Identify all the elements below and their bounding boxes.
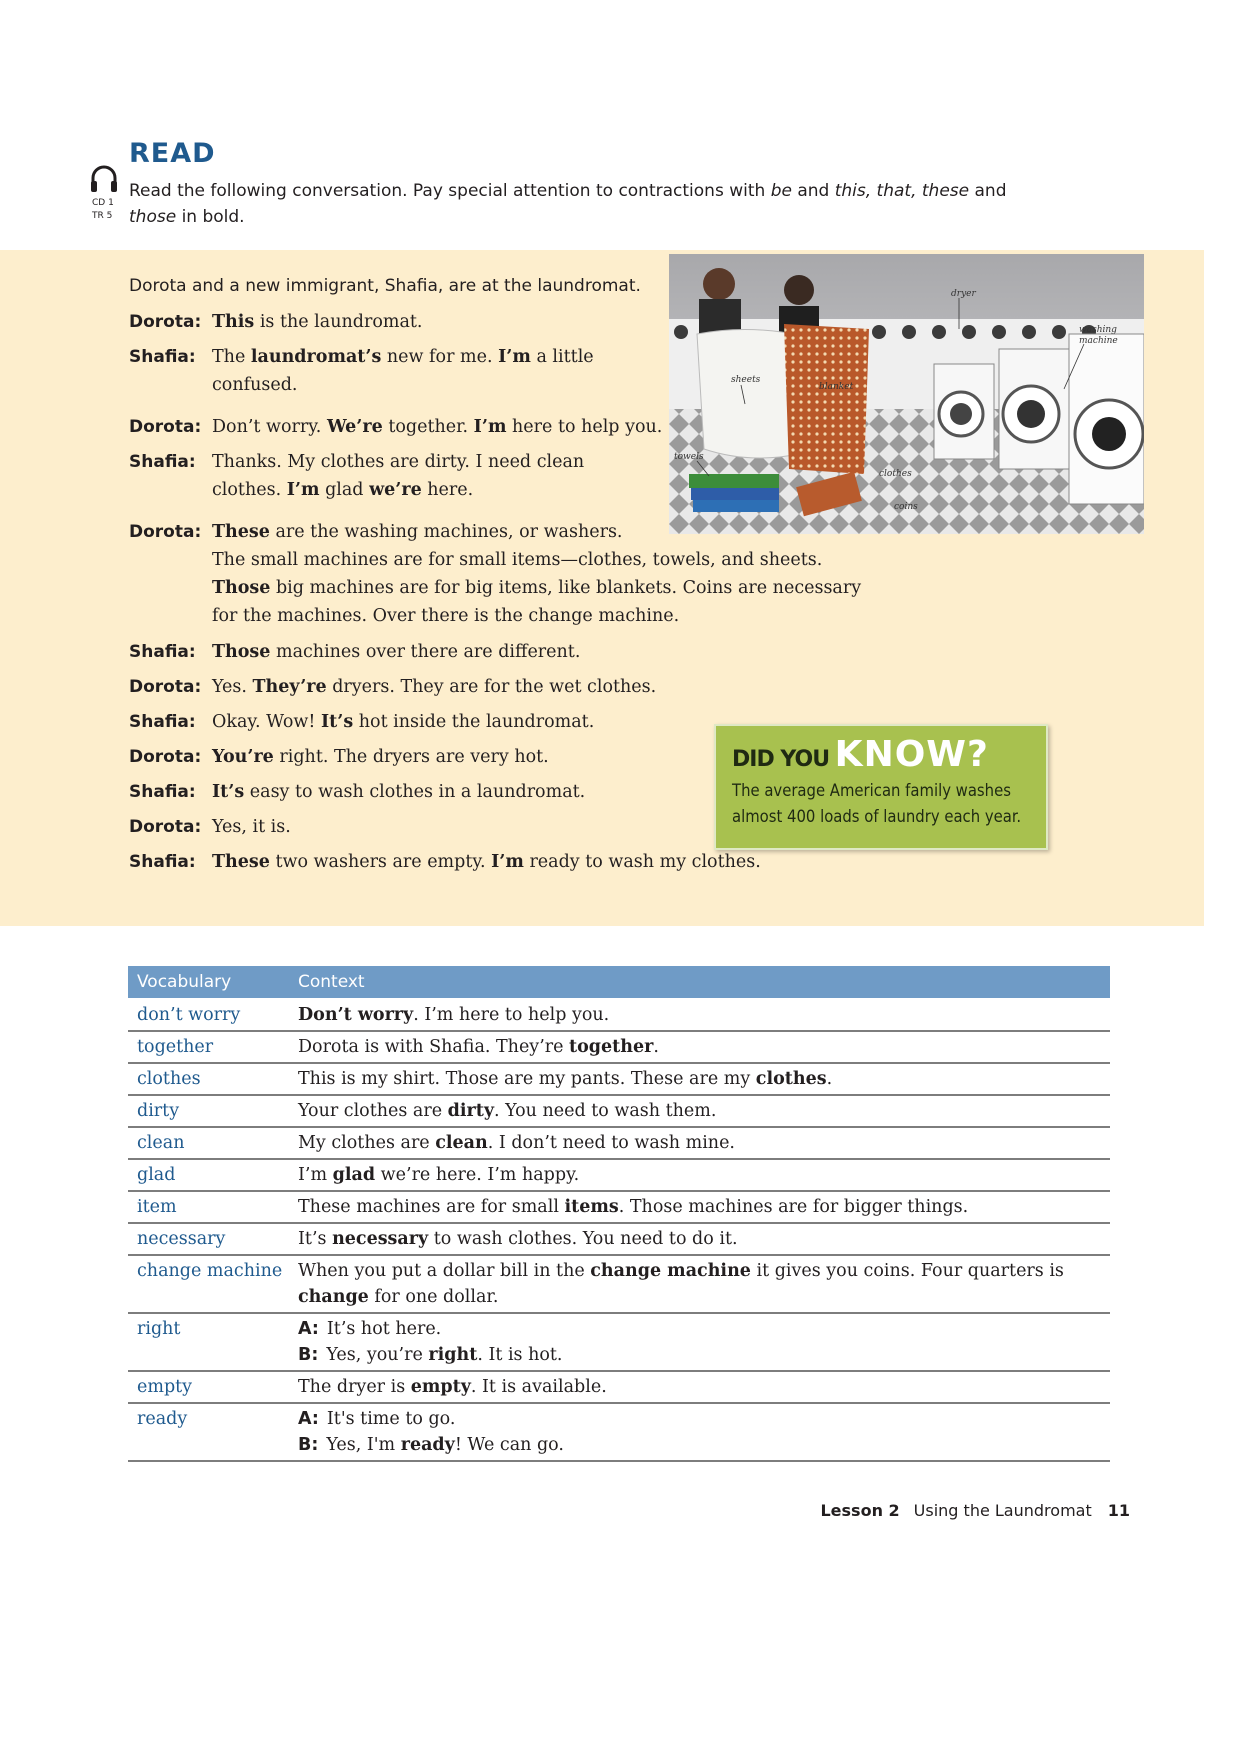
context-sentence: When you put a dollar bill in the change machine it gives you coins. Four quarters is change for one dollar. [289,1255,1110,1313]
vocabulary-column-header: Vocabulary [128,966,289,999]
speech-text: These are the washing machines, or washers. The small machines are for small items—clothes, towels, and sheets. Those big machines are for big items, like blankets. Coins are necessary for the machines. Over there is the change machine. [212,522,862,626]
table-row [128,1313,1110,1371]
vocabulary-word: right [128,1313,289,1371]
speaker-name: Dorota: [129,677,202,697]
instructions [129,178,1009,230]
table-row [128,1127,1110,1159]
table-row [128,1063,1110,1095]
page-footer [820,1501,1130,1520]
instructions-part: and [969,181,1007,201]
speech-text: These two washers are empty. I’m ready to wash my clothes. [212,852,761,872]
know-label: KNOW? [834,734,989,775]
speech-text: You’re right. The dryers are very hot. [212,747,549,767]
instructions-part: Read the following conversation. Pay special attention to contractions with [129,181,771,201]
lesson-title: Using the Laundromat [913,1501,1092,1520]
section-title: READ [129,138,216,169]
vocabulary-word: change machine [128,1255,289,1313]
speaker-name: Dorota: [129,417,202,437]
context-sentence: Dorota is with Shafia. They’re together. [289,1031,1110,1063]
vocabulary-word: together [128,1031,289,1063]
headphones-icon [88,163,120,195]
coins-label: coins [894,502,918,512]
laundromat-photo [669,254,1144,534]
table-row [128,1191,1110,1223]
context-sentence: These machines are for small items. Those machines are for bigger things. [289,1191,1110,1223]
instructions-part: in bold. [176,207,245,227]
context-sentence: My clothes are clean. I don’t need to wash mine. [289,1127,1110,1159]
speaker-name: Shafia: [129,852,196,872]
vocabulary-rows [128,999,1110,1461]
speaker-name: Dorota: [129,522,202,542]
audio-track-label [92,197,114,223]
speaker-name: Shafia: [129,347,196,367]
did-you-know-box [714,724,1048,850]
speaker-name: Shafia: [129,452,196,472]
speech-text: Those machines over there are different. [212,642,581,662]
table-row [128,1159,1110,1191]
speech-text: Don’t worry. We’re together. I’m here to help you. [212,417,663,437]
speech-text: Yes. They’re dryers. They are for the wet clothes. [212,677,657,697]
clothes-label: clothes [879,469,912,479]
vocabulary-word: necessary [128,1223,289,1255]
table-row [128,1255,1110,1313]
context-sentence: I’m glad we’re here. I’m happy. [289,1159,1110,1191]
page-number: 11 [1107,1501,1130,1520]
instructions-part: be [770,181,792,201]
speaker-name: Shafia: [129,782,196,802]
track-number: TR 5 [92,211,113,221]
vocabulary-word: clothes [128,1063,289,1095]
washing-machine-label-line1: washing [1079,325,1117,335]
table-row [128,1223,1110,1255]
table-row [128,1031,1110,1063]
instructions-part: those [129,207,177,227]
vocabulary-word: glad [128,1159,289,1191]
speech-text: The laundromat’s new for me. I’m a little confused. [212,347,594,395]
context-sentence: It’s necessary to wash clothes. You need to do it. [289,1223,1110,1255]
speaker-name: Dorota: [129,312,202,332]
vocabulary-word: ready [128,1403,289,1461]
did-you-label: DID YOU [732,747,830,772]
speech-text: It’s easy to wash clothes in a laundromat. [212,782,586,802]
blanket-label: blanket [819,382,854,392]
speaker-name: Shafia: [129,712,196,732]
speaker-name: Dorota: [129,817,202,837]
vocabulary-word: dirty [128,1095,289,1127]
table-row [128,999,1110,1031]
table-header-row [128,966,1110,999]
context-sentence: Don’t worry. I’m here to help you. [289,999,1110,1031]
instructions-part: this, that, these [834,181,970,201]
context-sentence: A: It’s hot here. B: Yes, you’re right. It is hot. [289,1313,1110,1371]
context-column-header: Context [289,966,1110,999]
speaker-name: Shafia: [129,642,196,662]
lesson-number: Lesson 2 [820,1501,900,1520]
speech-text: Thanks. My clothes are dirty. I need clean clothes. I’m glad we’re here. [212,452,585,500]
vocabulary-table [128,966,1110,1462]
dryer-label: dryer [951,289,976,299]
table-row [128,1371,1110,1403]
context-sentence: Your clothes are dirty. You need to wash them. [289,1095,1110,1127]
vocabulary-word: clean [128,1127,289,1159]
washing-machine-label [1079,325,1120,346]
table-row [128,1095,1110,1127]
context-sentence: A: It's time to go. B: Yes, I'm ready! We can go. [289,1403,1110,1461]
did-you-know-title [732,734,989,775]
table-row [128,1403,1110,1461]
context-sentence: This is my shirt. Those are my pants. These are my clothes. [289,1063,1110,1095]
cd-number: CD 1 [92,198,114,208]
vocabulary-word: don’t worry [128,999,289,1031]
scene-intro: Dorota and a new immigrant, Shafia, are at the laundromat. [129,276,641,296]
speech-text: Okay. Wow! It’s hot inside the laundromat. [212,712,595,732]
context-sentence: The dryer is empty. It is available. [289,1371,1110,1403]
did-you-know-text: The average American family washes almost 400 loads of laundry each year. [732,781,1022,826]
vocabulary-word: empty [128,1371,289,1403]
vocabulary-word: item [128,1191,289,1223]
speech-text: This is the laundromat. [212,312,423,332]
speech-text: Yes, it is. [212,817,291,837]
towels-label: towels [674,452,704,462]
sheets-label: sheets [731,375,761,385]
speaker-name: Dorota: [129,747,202,767]
washing-machine-label-line2: machine [1079,336,1118,346]
instructions-part: and [791,181,835,201]
